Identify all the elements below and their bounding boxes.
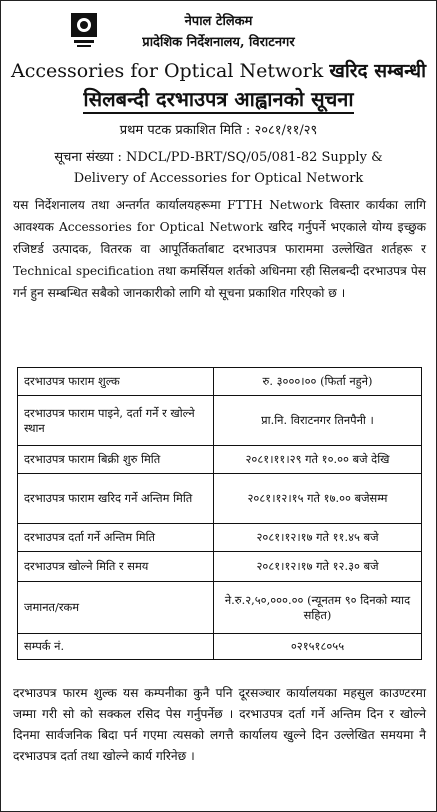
table-row <box>18 368 422 396</box>
table-key: दरभाउपत्र दर्ता गर्ने अन्तिम मिति <box>18 524 214 552</box>
table-key: सम्पर्क नं. <box>18 634 214 660</box>
org-name: नेपाल टेलिकम <box>184 14 253 29</box>
table-key: जमानत/रकम <box>18 582 214 634</box>
table-key: दरभाउपत्र खोल्ने मिति र समय <box>18 552 214 582</box>
table-row <box>18 474 422 524</box>
details-table <box>17 367 422 660</box>
title-nepali: खरिद सम्बन्धी <box>329 60 427 82</box>
notice-footer: दरभाउपत्र फारम शुल्क यस कम्पनीका कुनै पनि दूरसञ्चार कार्यालयका महसुल काउण्टरमा जम्मा गरी सो को सक्कल रसिद पेस गर्नुपर्नेछ । दरभाउपत्र दर्ता गर्ने अन्तिम दिन र खोल्ने दिनमा सार्वजनिक बिदा पर्न गएमा त्यसको लगत्तै कार्यालय खुल्ने दिन उल्लेखित समयमा नै दरभाउपत्र दर्ता तथा खोल्ने कार्य गरिनेछ । <box>13 686 426 763</box>
table-value: २०८१।११।२९ गते १०.०० बजे देखि <box>214 446 422 474</box>
table-key: दरभाउपत्र फाराम पाइने, दर्ता गर्ने र खोल्ने स्थान <box>18 396 214 446</box>
table-value: प्रा.नि. विराटनगर तिनपैनी । <box>214 396 422 446</box>
table-row <box>18 396 422 446</box>
table-key: दरभाउपत्र फाराम खरिद गर्ने अन्तिम मिति <box>18 474 214 524</box>
table-row <box>18 582 422 634</box>
table-key: दरभाउपत्र फाराम बिक्री शुरु मिति <box>18 446 214 474</box>
table-row <box>18 634 422 660</box>
table-value: २०८१।१२।१७ गते ११.४५ बजे <box>214 524 422 552</box>
notice-body: यस निर्देशनालय तथा अन्तर्गत कार्यालयहरूमा FTTH Network विस्तार कार्यका लागि आवश्यक Accessories for Optical Network खरिद गर्नुपर्ने भएकाले योग्य इच्छुक रजिष्टर्ड उत्पादक, वितरक वा आपूर्तिकर्ताबाट दरभाउपत्र फाराममा उल्लेखित शर्तहरू र Technical specification तथा कमर्सियल शर्तको अधिनमा रही सिलबन्दी दरभाउपत्र पेस गर्न हुन सम्बन्धित सबैको जानकारीको लागि यो सूचना प्रकाशित गरिएको छ । <box>13 198 426 300</box>
table-row <box>18 524 422 552</box>
office-name: प्रादेशिक निर्देशनालय, विराटनगर <box>142 35 295 50</box>
table-value: २०८१।१२।१७ गते १२.३० बजे <box>214 552 422 582</box>
table-row <box>18 446 422 474</box>
table-value: रु. ३०००।०० (फिर्ता नहुने) <box>214 368 422 396</box>
notice-number-cont: Delivery of Accessories for Optical Network <box>73 171 364 186</box>
notice-heading <box>1 85 436 112</box>
title-english: Accessories for Optical Network <box>10 60 324 82</box>
table-row <box>18 552 422 582</box>
table-value: ०२१५१८०५५ <box>214 634 422 660</box>
table-value: ने.रु.२,५०,०००.०० (न्यूनतम ९० दिनको म्याद सहित) <box>214 582 422 634</box>
table-value: २०८१।१२।१५ गते १७.०० बजेसम्म <box>214 474 422 524</box>
notice-number: सूचना संख्या : NDCL/PD-BRT/SQ/05/081-82 Supply & <box>54 150 383 165</box>
title-line <box>1 57 436 83</box>
table-key: दरभाउपत्र फाराम शुल्क <box>18 368 214 396</box>
notice-heading-text: सिलबन्दी दरभाउपत्र आह्वानको सूचना <box>83 87 353 114</box>
published-date: प्रथम पटक प्रकाशित मिति : २०८१/११/२९ <box>119 123 318 138</box>
